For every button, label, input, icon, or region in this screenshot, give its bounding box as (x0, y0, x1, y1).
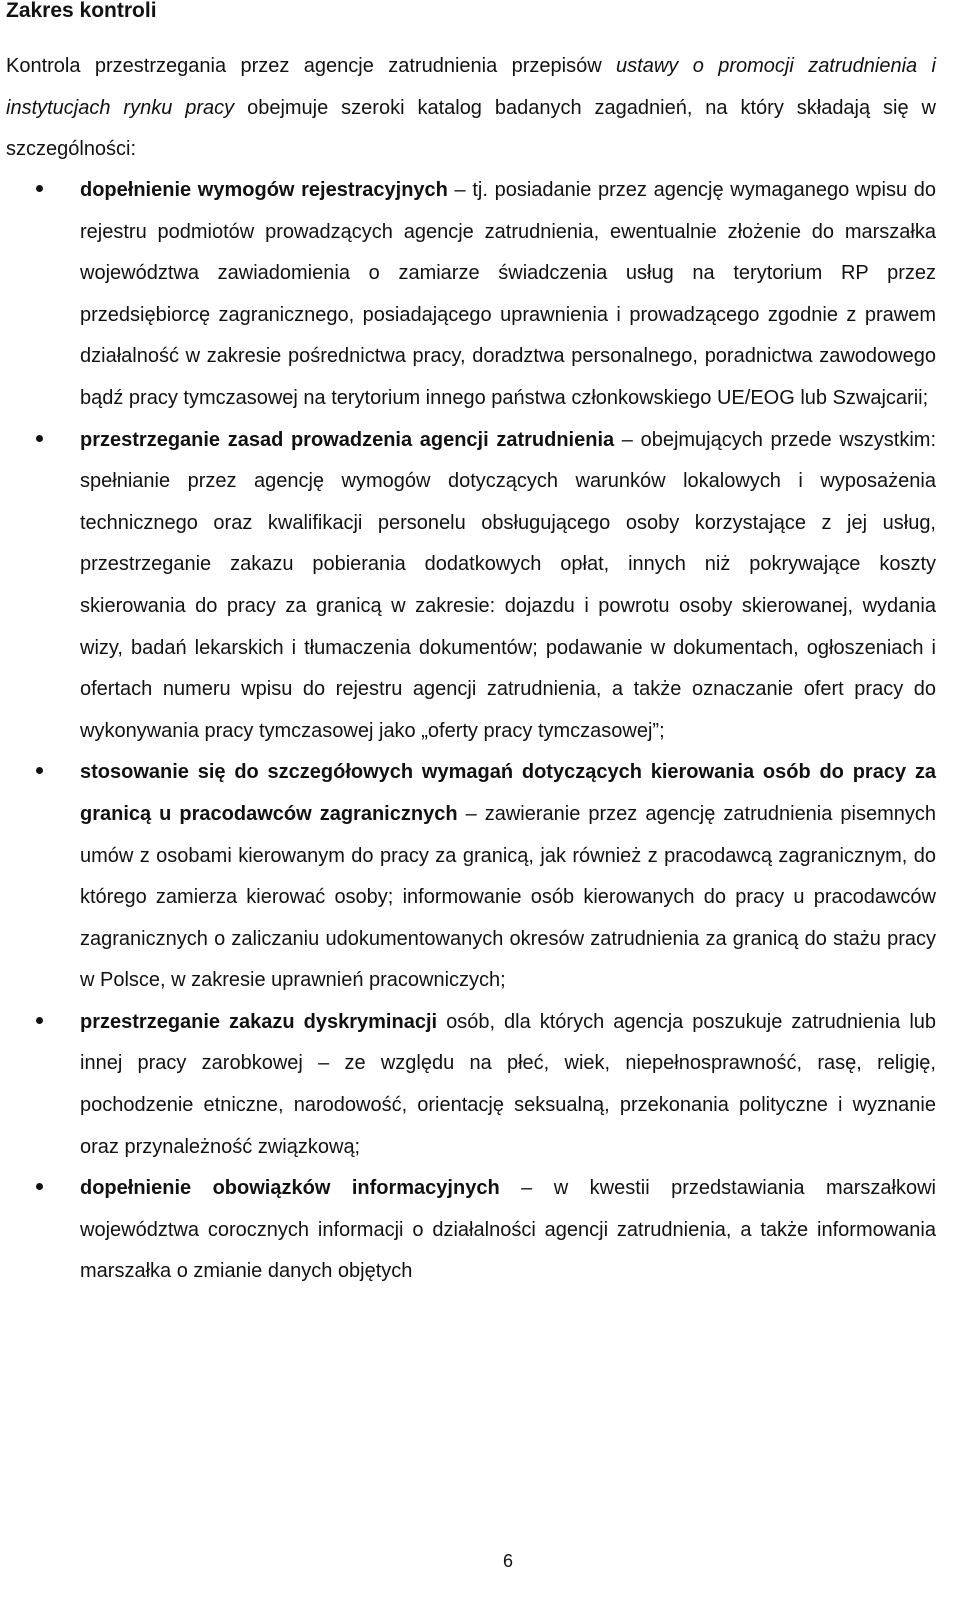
list-item (80, 170, 936, 420)
list-item (80, 1002, 936, 1168)
list-item-title: dopełnienie wymogów rejestracyjnych (80, 179, 448, 201)
list-item (80, 1168, 936, 1293)
bullet-icon (36, 185, 43, 192)
list-item-title: przestrzeganie zakazu dyskryminacji (80, 1010, 438, 1033)
bullet-icon (36, 1183, 43, 1190)
section-heading: Zakres kontroli (6, 0, 157, 22)
list-item-text: – obejmujących przede wszystkim: spełnianie przez agencję wymogów dotyczących warunków lokalowych i wyposażenia technicznego oraz kwalifikacji personelu obsługującego osoby korzystające z jej usług, przestrzeganie zakazu pobierania dodatkowych opłat, innych niż pokrywające koszty skierowania do pracy za granicą w zakresie: dojazdu i powrotu osoby skierowanej, wydania wizy, badań lekarskich i tłumaczenia dokumentów; podawanie w dokumentach, ogłoszeniach i ofertach numeru wpisu do rejestru agencji zatrudnienia, a także oznaczanie ofert pracy do wykonywania pracy tymczasowej jako „oferty pracy tymczasowej”; (80, 428, 936, 742)
page-number: 6 (502, 1551, 513, 1571)
list-item (80, 420, 936, 753)
list-item-text: – zawieranie przez agencję zatrudnienia pisemnych umów z osobami kierowanym do pracy za granicą, jak również z pracodawcą zagranicznym, do którego zamierza kierować osoby; informowanie osób kierowanych do pracy u pracodawców zagranicznych o zaliczaniu udokumentowanych okresów zatrudnienia za granicą do stażu pracy w Polsce, w zakresie uprawnień pracowniczych; (80, 802, 937, 992)
list-item (80, 752, 936, 1002)
list-item-text: – tj. posiadanie przez agencję wymaganego wpisu do rejestru podmiotów prowadzących agencje zatrudnienia, ewentualnie złożenie do marszałka województwa zawiadomienia o zamiarze świadczenia usług na terytorium RP przez przedsiębiorcę zagranicznego, posiadającego uprawnienia i prowadzącego zgodnie z prawem działalność w zakresie pośrednictwa pracy, doradztwa personalnego, poradnictwa zawodowego bądź pracy tymczasowej na terytorium innego państwa członkowskiego UE/EOG lub Szwajcarii; (80, 179, 936, 409)
intro-act-title: ustawy o promocji zatrudnienia i instytucjach rynku pracy (6, 55, 936, 119)
intro-text-end: obejmuje szeroki katalog badanych zagadnień, na który składają się w szczególności: (6, 96, 936, 161)
intro-text-start: Kontrola przestrzegania przez agencje zatrudnienia przepisów (6, 55, 617, 77)
bullet-icon (36, 435, 43, 442)
bullet-icon (36, 767, 43, 774)
list-item-title: dopełnienie obowiązków informacyjnych (80, 1177, 500, 1200)
bullet-icon (36, 1017, 43, 1024)
list-item-text: osób, dla których agencja poszukuje zatrudnienia lub innej pracy zarobkowej – ze względu na płeć, wiek, niepełnosprawność, rasę, religię, pochodzenie etniczne, narodowość, orientację seksualną, przekonania polityczne i wyznanie oraz przynależność związkową; (80, 1010, 937, 1158)
list-item-title: stosowanie się do szczegółowych wymagań dotyczących kierowania osób do pracy za granicą u pracodawców zagranicznych (80, 761, 936, 825)
control-scope-list (0, 170, 960, 1293)
list-item-text: – w kwestii przedstawiania marszałkowi województwa corocznych informacji o działalności agencji zatrudnienia, a także informowania marszałka o zmianie danych objętych (80, 1177, 937, 1283)
intro-paragraph (6, 46, 936, 171)
list-item-title: przestrzeganie zasad prowadzenia agencji zatrudnienia (80, 428, 615, 451)
